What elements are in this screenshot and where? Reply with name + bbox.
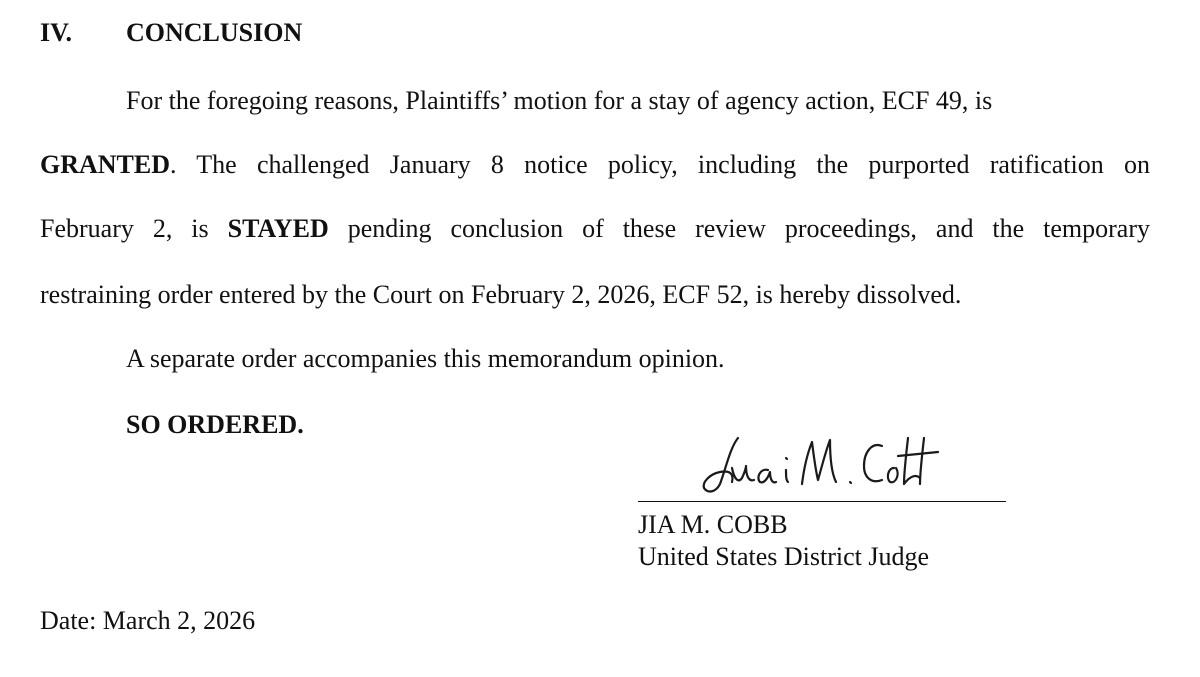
section-number: IV. (40, 18, 73, 47)
date-line: Date: March 2, 2026 (40, 606, 256, 635)
paragraph1-line2-text: . The challenged January 8 notice policy, including the purported ratification on (170, 150, 1150, 179)
paragraph1-line3-start: February 2, is (40, 214, 228, 243)
paragraph1-line1: For the foregoing reasons, Plaintiffs’ motion for a stay of agency action, ECF 49, is (126, 86, 993, 115)
granted-emphasis: GRANTED (40, 150, 171, 179)
judge-name: JIA M. COBB (638, 510, 788, 539)
paragraph2: A separate order accompanies this memorandum opinion. (126, 344, 725, 373)
section-title: CONCLUSION (126, 18, 303, 47)
paragraph1-line4: restraining order entered by the Court on February 2, 2026, ECF 52, is hereby dissolved. (40, 280, 962, 309)
signature-image (690, 428, 960, 500)
stayed-emphasis: STAYED (227, 214, 329, 243)
signature-line (638, 501, 1006, 502)
paragraph1-line3 (40, 213, 1150, 245)
so-ordered: SO ORDERED. (126, 410, 304, 439)
judge-title: United States District Judge (638, 542, 930, 571)
paragraph1-line3-text: pending conclusion of these review proceedings, and the temporary (328, 214, 1150, 243)
paragraph1-line2 (40, 149, 1150, 181)
